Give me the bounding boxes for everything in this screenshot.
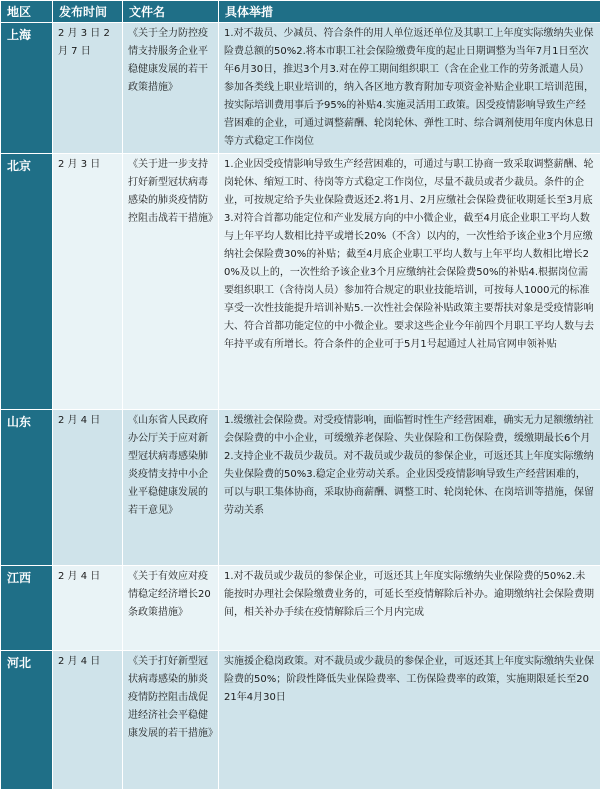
header-measures: 具体举措	[219, 1, 600, 23]
date-cell: 2 月 4 日	[53, 410, 123, 566]
file-cell: 《关于打好新型冠状病毒感染的肺炎疫情防控阻击战促进经济社会平稳健康发展的若干措施》	[123, 651, 219, 790]
file-cell: 《关于进一步支持打好新型冠状病毒感染的肺炎疫情防控阻击战若干措施》	[123, 154, 219, 410]
region-cell: 上海	[1, 23, 53, 154]
measures-cell: 1.缓缴社会保险费。对受疫情影响，面临暂时性生产经营困难，确实无力足额缴纳社会保险费的中小企业，可缓缴养老保险、失业保险和工伤保险费，缓缴期最长6个月2.支持企业不裁员少裁员。对不裁员或少裁员的参保企业，可返还其上年度实际缴纳失业保险费的50%3.稳定企业劳动关系。企业因受疫情影响导致生产经营困难的，可以与职工集体协商，采取协商薪酬、调整工时、轮岗轮休、在岗培训等措施，保留劳动关系	[219, 410, 600, 566]
date-cell: 2 月 3 日	[53, 154, 123, 410]
table-row-shandong	[1, 410, 600, 566]
table-row-hebei	[1, 651, 600, 790]
table-row-jiangxi	[1, 566, 600, 651]
measures-cell: 1.企业因受疫情影响导致生产经营困难的，可通过与职工协商一致采取调整薪酬、轮岗轮休、缩短工时、待岗等方式稳定工作岗位，尽量不裁员或者少裁员。条件的企业，可按规定给予失业保险费返还2.将1月、2月应缴社会保险费征收期延长至3月底3.对符合首都功能定位和产业发展方向的中小微企业，截至4月底企业职工平均人数与上年平均人数相比持平或增长20%（不含）以内的，一次性给予该企业3个月应缴纳社会保险费30%的补贴；截至4月底企业职工平均人数与上年平均人数相比增长20%及以上的，一次性给予该企业3个月应缴纳社会保险费50%的补贴4.根据岗位需要组织职工（含待岗人员）参加符合规定的职业技能培训，可按每人1000元的标准享受一次性技能提升培训补贴5.一次性社会保险补贴政策主要帮扶对象是受疫情影响大、符合首都功能定位的中小微企业。要求这些企业今年前四个月职工平均人数与去年持平或有所增长。符合条件的企业可于5月1号起通过人社局官网申领补贴	[219, 154, 600, 410]
region-cell: 江西	[1, 566, 53, 651]
header-date: 发布时间	[53, 1, 123, 23]
measures-cell: 1.对不裁员、少减员、符合条件的用人单位返还单位及其职工上年度实际缴纳失业保险费总额的50%2.将本市职工社会保险缴费年度的起止日期调整为当年7月1日至次年6月30日，推迟3个月3.对在停工期间组织职工（含在企业工作的劳务派遣人员）参加各类线上职业培训的，纳入各区地方教育附加专项资金补贴企业职工培训范围，按实际培训费用事后予95%的补贴4.实施灵活用工政策。因受疫情影响导致生产经营困难的企业，可通过调整薪酬、轮岗轮休、弹性工时、综合调剂使用年度内休息日等方式稳定工作岗位	[219, 23, 600, 154]
table-row-beijing	[1, 154, 600, 410]
table-row-shanghai	[1, 23, 600, 154]
date-cell: 2 月 4 日	[53, 651, 123, 790]
region-cell: 山东	[1, 410, 53, 566]
file-cell: 《山东省人民政府办公厅关于应对新型冠状病毒感染肺炎疫情支持中小企业平稳健康发展的若干意见》	[123, 410, 219, 566]
measures-cell: 1.对不裁员或少裁员的参保企业，可返还其上年度实际缴纳失业保险费的50%2.未能按时办理社会保险缴费业务的，可延长至疫情解除后补办。逾期缴纳社会保险费期间，相关补办手续在疫情解除后三个月内完成	[219, 566, 600, 651]
region-cell: 河北	[1, 651, 53, 790]
file-cell: 《关于有效应对疫情稳定经济增长20条政策措施》	[123, 566, 219, 651]
measures-cell: 实施援企稳岗政策。对不裁员或少裁员的参保企业，可返还其上年度实际缴纳失业保险费的50%；阶段性降低失业保险费率、工伤保险费率的政策，实施期限延长至2021年4月30日	[219, 651, 600, 790]
header-file: 文件名	[123, 1, 219, 23]
date-cell: 2 月 3 日 2 月 7 日	[53, 23, 123, 154]
date-cell: 2 月 4 日	[53, 566, 123, 651]
region-cell: 北京	[1, 154, 53, 410]
header-row	[1, 1, 600, 23]
header-region: 地区	[1, 1, 53, 23]
file-cell: 《关于全力防控疫情支持服务企业平稳健康发展的若干政策措施》	[123, 23, 219, 154]
